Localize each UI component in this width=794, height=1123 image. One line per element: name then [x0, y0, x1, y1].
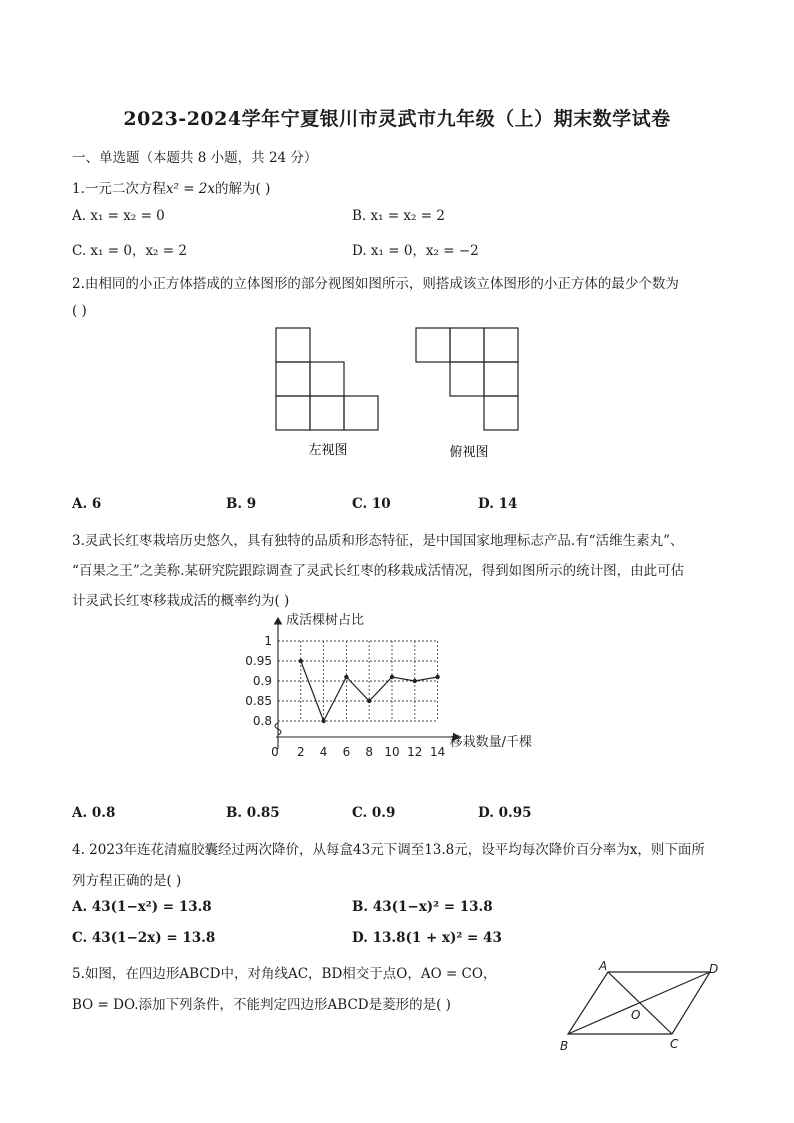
q3-line-chart: [236, 604, 556, 774]
question-3-stem-line1: 3.灵武长红枣栽培历史悠久，具有独特的品质和形态特征，是中国国家地理标志产品.有“活维生素丸”、: [72, 533, 684, 549]
y-tick-label: 1: [264, 634, 272, 648]
q4-option-c[interactable]: C. 43(1−2x) = 13.8: [72, 930, 216, 946]
data-point: [299, 659, 303, 663]
data-point: [413, 679, 417, 683]
q3-option-c[interactable]: C. 0.9: [352, 805, 396, 821]
q3-option-a[interactable]: A. 0.8: [72, 805, 116, 821]
q2-option-d[interactable]: D. 14: [478, 496, 518, 512]
data-point: [435, 675, 439, 679]
x-tick-label: 4: [319, 745, 328, 759]
y-tick-label: 0.8: [252, 714, 272, 728]
question-3-stem-line2: “百果之王”之美称.某研究院跟踪调查了灵武长红枣的移栽成活情况，得到如图所示的统计图，由此可估: [72, 563, 685, 579]
q1-option-b[interactable]: B. x₁ = x₂ = 2: [352, 208, 445, 224]
left-view-caption: 左视图: [308, 443, 348, 458]
q4-option-a[interactable]: A. 43(1−x²) = 13.8: [72, 899, 212, 915]
question-4-stem-line1: 4. 2023年连花清瘟胶囊经过两次降价，从每盒43元下调至13.8元，设平均每次降价百分率为x，则下面所: [72, 842, 705, 858]
q2-option-a[interactable]: A. 6: [72, 496, 102, 512]
x-tick-label: 8: [365, 745, 374, 759]
q4-option-d[interactable]: D. 13.8(1 + x)² = 43: [352, 930, 502, 946]
q1-option-c[interactable]: C. x₁ = 0，x₂ = 2: [72, 243, 187, 259]
chart-ticks: [245, 634, 445, 759]
y-tick-label: 0.9: [252, 674, 272, 688]
q3-option-d[interactable]: D. 0.95: [478, 805, 532, 821]
x-tick-label: 0: [271, 745, 279, 759]
x-tick-label: 6: [342, 745, 351, 759]
x-tick-label: 2: [296, 745, 305, 759]
q1-stem-end: 的解为( ): [215, 181, 271, 197]
chart-y-label: 成活棵树占比: [286, 613, 365, 628]
page-title: 2023-2024学年宁夏银川市灵武市九年级（上）期末数学试卷: [123, 108, 671, 130]
q2-option-b[interactable]: B. 9: [226, 496, 257, 512]
question-5-stem-line2: BO = DO.添加下列条件，不能判定四边形ABCD是菱形的是( ): [72, 997, 451, 1013]
q1-option-d[interactable]: D. x₁ = 0，x₂ = −2: [352, 243, 479, 259]
chart-axes: [275, 618, 460, 749]
vertex-label-b: B: [560, 1039, 569, 1053]
x-tick-label: 14: [429, 745, 446, 759]
question-1-stem: [72, 177, 270, 197]
question-4-stem-line2: 列方程正确的是( ): [72, 873, 182, 889]
q1-option-a[interactable]: A. x₁ = x₂ = 0: [72, 208, 165, 224]
y-tick-label: 0.85: [245, 694, 272, 708]
q1-stem-text: 1.一元二次方程: [72, 181, 166, 197]
left-view-grid: [276, 328, 378, 430]
chart-x-label: 移栽数量/千棵: [449, 735, 532, 750]
q4-option-b[interactable]: B. 43(1−x)² = 13.8: [352, 899, 493, 915]
parallelogram-shape: [568, 972, 710, 1034]
vertex-label-a: A: [599, 959, 608, 973]
data-point: [344, 675, 348, 679]
diagonal-bd: [568, 972, 710, 1034]
question-3-stem-line3: 计灵武长红枣移栽成活的概率约为( ): [72, 593, 290, 609]
data-point: [321, 719, 325, 723]
q2-views-figure: [270, 322, 530, 467]
x-tick-label: 10: [384, 745, 400, 759]
vertex-label-c: C: [670, 1037, 679, 1051]
q2-option-c[interactable]: C. 10: [352, 496, 391, 512]
center-label-o: O: [631, 1008, 641, 1022]
q1-equation: x² = 2x: [165, 181, 216, 197]
top-view-grid: [416, 328, 518, 430]
q5-parallelogram-figure: [552, 958, 732, 1058]
question-2-stem-line1: 2.由相同的小正方体搭成的立体图形的部分视图如图所示，则搭成该立体图形的小正方体的最少个数为: [72, 276, 679, 292]
y-tick-label: 0.95: [245, 654, 272, 668]
question-2-stem-line2: ( ): [72, 303, 87, 319]
question-5-stem-line1: 5.如图，在四边形ABCD中，对角线AC，BD相交于点O，AO = CO，: [72, 966, 497, 982]
data-point: [390, 675, 394, 679]
data-point: [367, 699, 371, 703]
section-heading: 一、单选题（本题共 8 小题，共 24 分）: [72, 150, 318, 166]
x-tick-label: 12: [407, 745, 423, 759]
q3-option-b[interactable]: B. 0.85: [226, 805, 280, 821]
vertex-label-d: D: [709, 962, 719, 976]
top-view-caption: 俯视图: [449, 445, 489, 460]
